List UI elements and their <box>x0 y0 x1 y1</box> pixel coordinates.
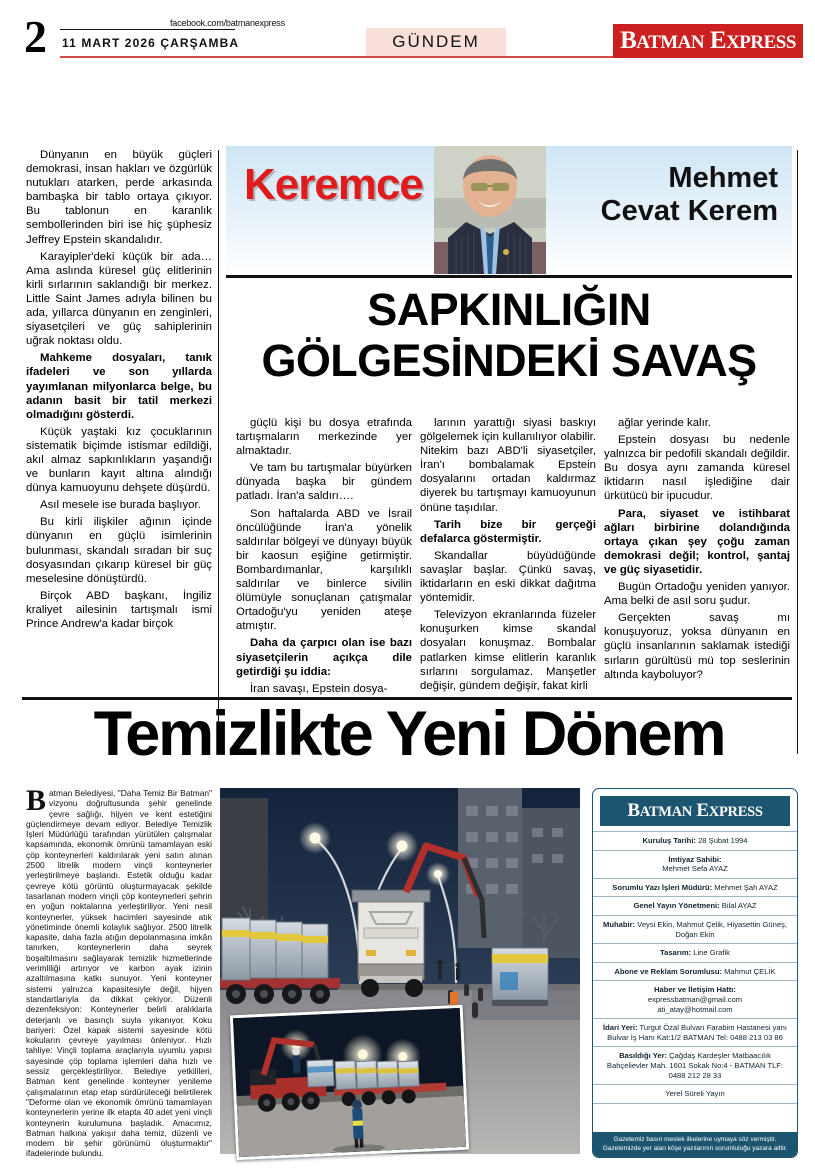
opinion-column-4 <box>604 416 790 685</box>
imprint-row-label: Haber ve İletişim Hattı: <box>654 985 736 995</box>
opinion-paragraph: Dünyanın en büyük güçleri demokrasi, insan hakları ve özgürlük nutukları atarken, perde arkasında bambaşka bir tablo ortaya çıkıyor. Bu tablonun en karanlık sembollerinden biri ise hiç şüphesiz Jeffrey Epstein skandalıdır. <box>26 149 212 246</box>
opinion-article <box>0 72 815 695</box>
opinion-paragraph: Mahkeme dosyaları, tanık ifadeleri ve son yıllarda yayımlanan milyonlarca belge, bu adanın basit bir tatil merkezi olmadığını gösterdi. <box>26 352 212 421</box>
disclaimer-line-1: Gazetemiz basın meslek ilkelerine uymaya söz vermiştir. <box>613 1136 777 1144</box>
imprint-row-value: Line Grafik <box>691 948 730 958</box>
opinion-paragraph: Bugün Ortadoğu yeniden yanıyor. Ama belki de asıl soru şudur. <box>604 581 790 608</box>
imprint-row-value: Çağdaş Kardeşler Matbaacılık Bahçelievler Mah. 1601 Sokak No:4 - BATMAN TLF: 0488 212 28 33 <box>606 1051 784 1080</box>
imprint-row-label: Muhabir: <box>603 919 636 929</box>
opinion-paragraph: larının yarattığı siyasi baskıyı gölgelemek için kullanılıyor olabilir. Nitekim bazı ABD'li siyasetçiler, İran'ı bombalamak Epstein dosyalarını ortadan kaldırmaz diyerek bu tartışmayı kamuoyunun önüne taşıdılar. <box>420 417 596 514</box>
opinion-paragraph: Karayipler'deki küçük bir ada… Ama aslında küresel güç elitlerinin kirli sırlarının saklandığı bir merkez. Little Saint James adıyla bilinen bu ada, yıllarca dünyanın en zenginleri, siyasetçileri ve güç sahiplerinin uğrak noktası oldu. <box>26 250 212 348</box>
opinion-column-3 <box>420 416 596 696</box>
headline-line-1: SAPKINLIĞIN <box>367 284 651 335</box>
imprint-row-value: Mehmet Şah AYAZ <box>712 882 778 892</box>
opinion-column-2 <box>236 416 412 699</box>
imprint-logo-atman: ATMAN <box>639 804 692 820</box>
imprint-row-value: ati_atay@hotmail.com <box>657 1004 733 1014</box>
imprint-logo-text <box>627 800 762 822</box>
opinion-paragraph: Ve tam bu tartışmalar büyürken dünyada başka bir gündem patladı. İran'a saldırı…. <box>236 462 412 503</box>
imprint-row-value: Mahmut ÇELİK <box>722 966 776 976</box>
publication-date: 11 MART 2026 ÇARŞAMBA <box>62 36 240 50</box>
author-photo <box>434 146 546 274</box>
opinion-paragraph: Küçük yaştaki kız çocuklarının sistematik biçimde istismar edildiği, akıl almaz sapkınlıkların yaşandığı ve bunların kayıt altına alındığı dünya kamuoyunu dehşete düşürdü. <box>26 425 212 495</box>
logo-e: E <box>709 27 727 54</box>
opinion-paragraph: güçlü kişi bu dosya etrafında tartışmaların merkezinde yer almaktadır. <box>236 417 412 458</box>
header-divider-top <box>60 29 235 30</box>
imprint-row-label: Basıldığı Yer: <box>619 1051 668 1061</box>
column-rule-right <box>797 150 798 754</box>
headline-line-2: GÖLGESİNDEKİ SAVAŞ <box>261 335 757 386</box>
opinion-paragraph: Birçok ABD başkanı, İngiliz kraliyet ailesinin tartışmalı ismi Prince Andrew'a kadar birçok <box>26 589 212 630</box>
imprint-row <box>593 851 797 879</box>
opinion-banner <box>226 146 792 274</box>
imprint-row <box>593 916 797 944</box>
imprint-row-label: Kuruluş Tarihi: <box>642 836 696 845</box>
imprint-logo-xpress: XPRESS <box>708 804 763 820</box>
imprint-row-label: Tasarım: <box>660 948 692 958</box>
social-handle[interactable]: facebook.com/batmanexpress <box>170 18 285 28</box>
page-number: 2 <box>24 11 46 62</box>
imprint-row-value: Yerel Süreli Yayın <box>665 1089 725 1099</box>
drop-cap: B <box>26 784 47 817</box>
author-name-line2: Cevat Kerem <box>600 195 778 227</box>
newspaper-logo-text <box>620 27 796 55</box>
opinion-paragraph: Skandallar büyüdüğünde savaşlar başlar. Çünkü savaş, iktidarların en eski dikkat dağıtma yöntemidir. <box>420 549 596 605</box>
imprint-row <box>593 879 797 898</box>
opinion-paragraph: İran savaşı, Epstein dosya- <box>250 682 388 695</box>
opinion-paragraph: Asıl mesele ise burada başlıyor. <box>40 499 201 512</box>
imprint-logo-b: B <box>627 800 640 821</box>
page-masthead <box>0 0 815 72</box>
imprint-row-label: Sorumlu Yazı İşleri Müdürü: <box>612 882 713 892</box>
section-label-text: GÜNDEM <box>392 32 480 51</box>
opinion-column-1 <box>26 148 212 634</box>
disclaimer-line-2: Gazetemizde yer alan köşe yazılarının sorumluluğu yazara aittir. <box>602 1144 788 1152</box>
imprint-row <box>593 963 797 982</box>
lower-article-text: atman Belediyesi, "Daha Temiz Bir Batman" vizyonu doğrultusunda şehir genelinde çevre sağlığı, hijyen ve kent estetiğini güçlendirmeye devam ediyor. Belediye Temizlik İşleri Müdürlüğü tarafından yürütülen çalışmalar kapsamında, ekonomik ömrünü tamamlayan eski çöp konteynerleri kaldırılarak yeni satın alınan 2500 litrelik modern vinçli konteynerler yerleştirilmeye başlandı. Estetik olduğu kadar çevreye kötü görüntü oluşturmayacak şekilde tasarlanan modern vinçli çöp konteynerleri şehrin en yoğun noktalarına yerleştiriliyor. Yeni nesil konteynerler, yüksek hacimleri sayesinde atık yönetiminde önemli kolaylık sağlıyor. 2500 litrelik kapasite, daha fazla atığın depolanmasına imkân tanırken, konteynerlerin daha seyrek boşaltılmasını sağlayarak temizlik hizmetlerinde verimliliği artırıyor ve karbon ayak izinin azaltılmasına katkı sunuyor. Yeni konteyner sistemi yalnızca kapasitesiyle değil, hijyen standartlarıyla da dikkat çekiyor. Düzenli dezenfeksiyon: Konteynerler belirli aralıklarla deterjanlı ve basınçlı suyla yıkanıyor. Koku bariyeri: Özel kapak sistemi sayesinde kötü kokuların çevreye yayılması önleniyor. Hızlı tahliye: Vinçli toplama araçlarıyla uyumlu yapısı sayesinde çöp toplama işlemleri daha hızlı ve sessiz gerçekleştiriliyor. Belediye yetkilileri, Batman kent genelinde konteyner yenileme çalışmalarının etap etap sürdürüleceği belirtilerek "Deforme olan ve ekonomik ömrünü tamamlayan konteynerlerin yerine ilk etapta 40 adet yeni vinçli konteynerin kurulumuna başladık. Amacımız, Batman halkına yakışır daha temiz, düzenli ve modern bir şehir görünümü oluşturmaktır" ifadelerinde bulundu. <box>26 788 212 1159</box>
imprint-row-value: Bilal AYAZ <box>719 901 757 911</box>
author-name-line1: Mehmet <box>668 162 778 194</box>
opinion-paragraph: Tarih bize bir gerçeği defalarca göstermiştir. <box>420 518 596 545</box>
logo-b: B <box>620 27 637 54</box>
imprint-row <box>593 1047 797 1085</box>
imprint-row <box>593 1019 797 1047</box>
imprint-row-value: Veysi Ekin, Mahmut Çelik, Hiyasettin Güneş, Doğan Ekin <box>635 919 787 939</box>
column-rule-left <box>218 150 219 754</box>
lower-headline: Temizlikte Yeni Dönem <box>93 699 725 769</box>
author-name <box>601 162 778 228</box>
imprint-row-value: Mehmet Sefa AYAZ <box>662 864 728 874</box>
imprint-row <box>593 981 797 1019</box>
imprint-disclaimer <box>593 1132 797 1157</box>
opinion-paragraph: Gerçekten savaş mı konuşuyoruz, yoksa dünyanın en güçlü insanlarının saklamak istediği sırların gürültüsü mü top seslerinin altında kayboluyor? <box>604 612 790 681</box>
imprint-rows <box>593 831 797 1104</box>
column-brand-title: Keremce <box>244 160 423 209</box>
imprint-row-label: İmtiyaz Sahibi: <box>668 854 722 864</box>
imprint-row-label: İdari Yeri: <box>603 1023 638 1033</box>
logo-xpress: XPRESS <box>726 32 796 53</box>
crane-unloading-illustration <box>233 1008 466 1157</box>
imprint-box <box>592 788 798 1158</box>
opinion-paragraph: Televizyon ekranlarında füzeler konuşurken kimse skandal dosyaları konuşmaz. Bombalar patlarken kimse elitlerin karanlık sırlarını sorgulamaz. Manşetler değişir, gündem değişir, fakat kirli <box>420 609 596 692</box>
imprint-row <box>593 897 797 916</box>
opinion-paragraph: Para, siyaset ve istihbarat ağları birbirine dolandığında ortaya çıkan şey çoğu zaman demokrasi değil; kontrol, şantaj ve güç siyasetidir. <box>604 507 790 576</box>
headline-divider <box>226 275 792 278</box>
opinion-paragraph: Epstein dosyası bu nedenle yalnızca bir pedofili skandalı değildir. Bu dosya aynı zamanda küresel iktidarın nasıl işlediğine dair ürkütücü bir ipucudur. <box>604 434 790 503</box>
imprint-row-label: Abone ve Reklam Sorumlusu: <box>614 966 722 976</box>
news-photo-inset <box>230 1005 469 1160</box>
imprint-row-label: Genel Yayın Yönetmeni: <box>633 901 720 911</box>
opinion-paragraph: ağlar yerinde kalır. <box>618 417 712 429</box>
opinion-headline <box>226 284 792 386</box>
author-portrait-illustration <box>434 146 546 274</box>
imprint-row-value: 28 Şubat 1994 <box>695 836 748 845</box>
opinion-paragraph: Son haftalarda ABD ve İsrail öncülüğünde İran'a yönelik saldırılar bölgeyi ve dünyayı büyük bir kaosun eşiğine getirmiştir. Bombardımanlar, karşılıklı saldırılar ve binlerce sivilin ölümüyle sonuçlanan çatışmalar Ortadoğu'yu yeniden ateşe atmıştır. <box>236 507 412 633</box>
imprint-logo-e: E <box>696 800 709 821</box>
imprint-row <box>593 831 797 851</box>
imprint-row <box>593 1085 797 1104</box>
newspaper-logo <box>613 24 803 58</box>
opinion-paragraph: Daha da çarpıcı olan ise bazı siyasetçilerin açıkça dile getirdiği şu iddia: <box>236 637 412 678</box>
opinion-paragraph: Bu kirli ilişkiler ağının içinde dünyanın en güçlü isimlerinin bulunması, skandalı sıradan bir suç dosyasından çıkarıp küresel bir güç meselesine dönüştürdü. <box>26 516 212 585</box>
section-label <box>366 28 506 56</box>
logo-atman: ATMAN <box>636 32 705 53</box>
header-divider-red <box>60 56 635 58</box>
imprint-logo <box>600 796 790 826</box>
imprint-row-value: Turgut Özal Bulvarı Farabim Hastanesi yanı Bulvar İş Hanı Kat:1/2 BATMAN Tel: 0488 213 03 86 <box>607 1023 787 1042</box>
imprint-row <box>593 944 797 963</box>
imprint-row-value: expressbatman@gmail.com <box>647 994 743 1004</box>
lower-article-body <box>26 784 212 1159</box>
